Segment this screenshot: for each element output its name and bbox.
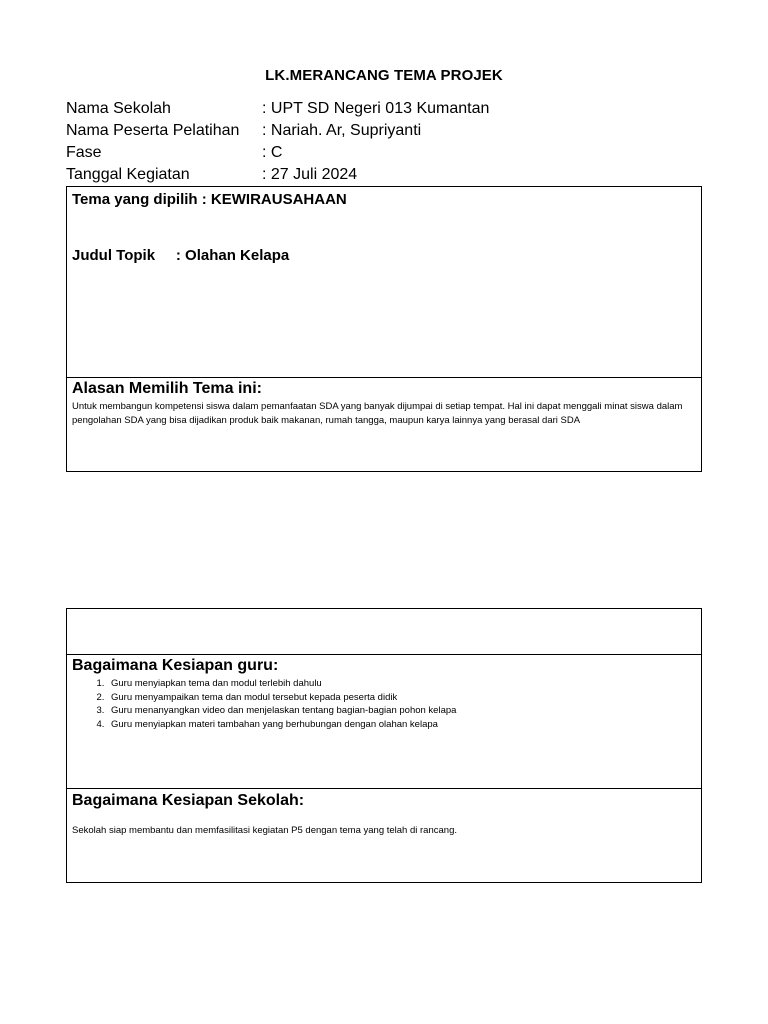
alasan-text: Untuk membangun kompetensi siswa dalam pemanfaatan SDA yang banyak dijumpai di setiap tempat. Hal ini dapat menggali minat siswa dalam pengolahan SDA yang bisa dijadikan produk baik makanan, rumah tangga, maupun karya lainnya yang berasal dari SDA [72,401,683,426]
empty-box [66,608,702,655]
info-label: Nama Sekolah [66,100,171,117]
list-item: 4. Guru menyiapkan materi tambahan yang berhubungan dengan olahan kelapa [107,718,456,732]
info-label: Tanggal Kegiatan [66,166,190,183]
kesiapan-sekolah-text: Sekolah siap membantu dan memfasilitasi kegiatan P5 dengan tema yang telah di rancang. [72,825,457,836]
kesiapan-guru-box [66,654,702,789]
kesiapan-guru-list [67,677,456,731]
info-label: Nama Peserta Pelatihan [66,122,240,139]
alasan-box [66,377,702,472]
list-item: 3. Guru menanyangkan video dan menjelaskan tentang bagian-bagian pohon kelapa [107,704,456,718]
document-title: LK.MERANCANG TEMA PROJEK [265,67,503,84]
kesiapan-guru-heading: Bagaimana Kesiapan guru: [72,657,279,674]
info-value: : UPT SD Negeri 013 Kumantan [262,100,490,117]
judul-topik: Judul Topik : Olahan Kelapa [72,247,290,264]
alasan-heading: Alasan Memilih Tema ini: [72,380,262,397]
info-value: : Nariah. Ar, Supriyanti [262,122,422,139]
list-item: 2. Guru menyampaikan tema dan modul tersebut kepada peserta didik [107,691,456,705]
list-item: 1. Guru menyiapkan tema dan modul terlebih dahulu [107,677,456,691]
kesiapan-sekolah-box [66,788,702,883]
tema-box [66,186,702,378]
tema-heading: Tema yang dipilih : KEWIRAUSAHAAN [72,191,347,208]
kesiapan-sekolah-heading: Bagaimana Kesiapan Sekolah: [72,792,305,809]
info-value: : 27 Juli 2024 [262,166,358,183]
info-label: Fase [66,144,102,161]
info-value: : C [262,144,283,161]
